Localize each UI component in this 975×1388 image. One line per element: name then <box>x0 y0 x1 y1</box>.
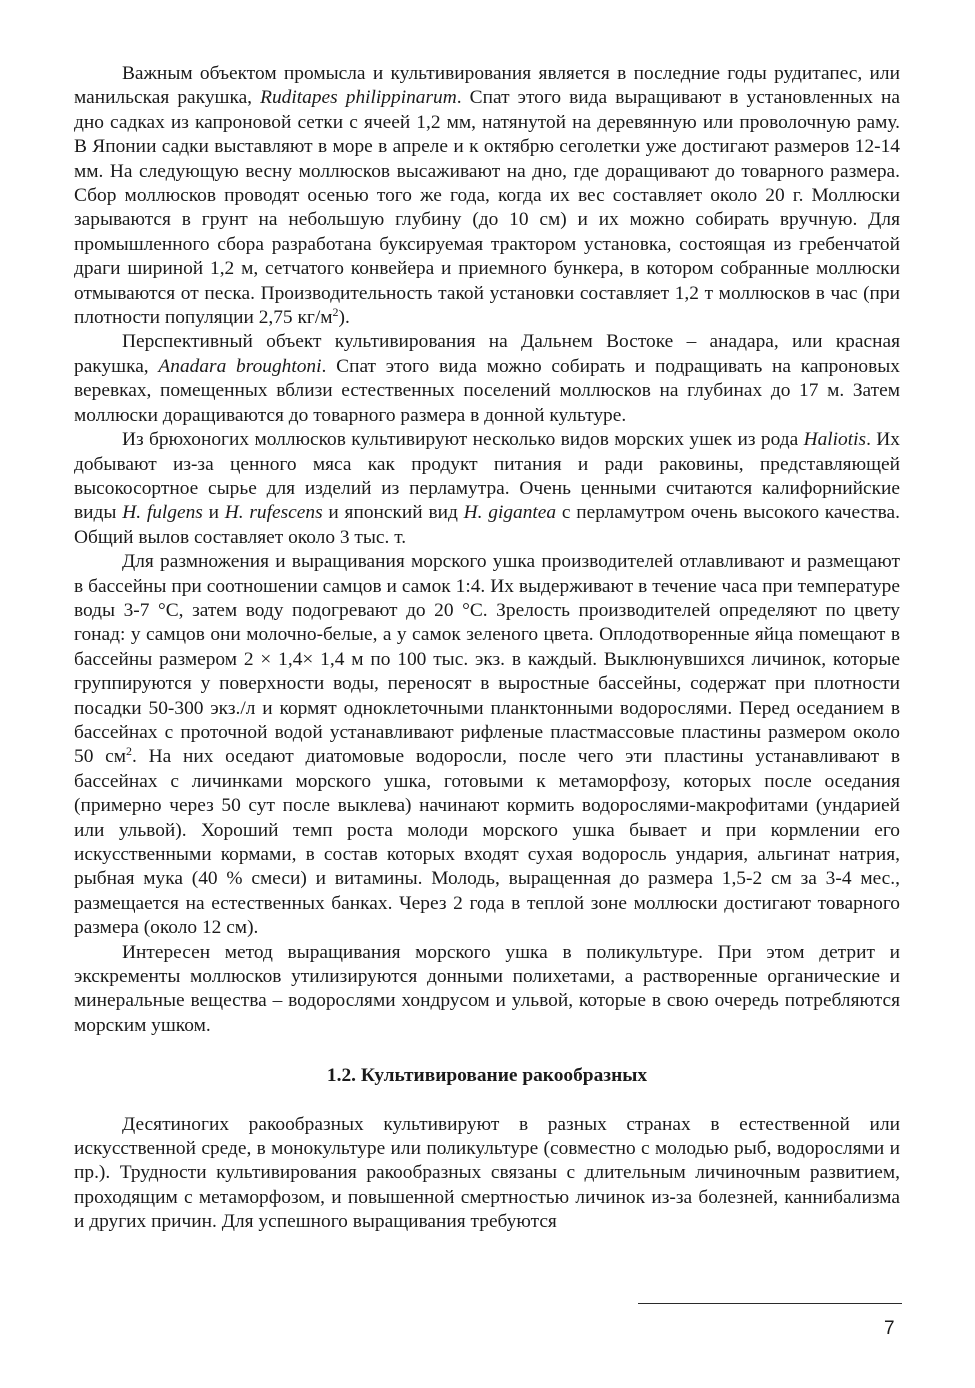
text-run: . Их добывают из-за ценного мяса как продукт питания и ради раковины, представляющей высокосортное сырье для изделий из перламутра. Очень ценными считаются калифорнийские виды <box>74 429 900 524</box>
section-body-text <box>74 1113 900 1235</box>
footer-divider <box>638 1303 902 1304</box>
text-run: . На них оседают диатомовые водоросли, после чего эти пластины устанавливают в бассейнах с личинками морского ушка, готовыми к метаморфозу, которых после оседания (примерно через 50 сут после выклева) начинают кормить водорослями-макрофитами (ундарией или ульвой). Хороший темп роста молоди морского ушка бывает и при кормлении его искусственными кормами, в состав которых входят сухая водоросль ундария, альгинат натрия, рыбная мука (40 % смеси) и витамины. Молодь, выращенная до размера 1,5-2 см за 3-4 мес., размещается на естественных банках. Через 2 года в теплой зоне моллюски достигают товарного размера (около 12 см). <box>74 746 900 939</box>
text-run: ). <box>338 307 350 329</box>
italic-term: H. rufescens <box>224 502 323 524</box>
paragraph <box>74 330 900 428</box>
paragraph <box>74 428 900 550</box>
italic-term: H. gigantea <box>463 502 557 524</box>
text-run: Для размножения и выращивания морского ушка производителей отлавливают и размещают в бассейны при соотношении самцов и самок 1:4. Их выдерживают в течение часа при температуре воды 3-7 °С, затем воду подогревают до 20 °С. Зрелость производителей определяют по цвету гонад: у самцов они молочно-белые, а у самок зеленого цвета. Оплодотворенные яйца помещают в бассейны размером 2 × 1,4× 1,4 м по 100 тыс. экз. в каждый. Выклюнувшихся личинок, которые группируются у поверхности воды, переносят в выростные бассейны, содержат при плотности посадки 50-300 экз./л и кормят одноклеточными планктонными водорослями. Перед оседанием в бассейнах с проточной водой устанавливают рифленые пластмассовые пластины размером около 50 см <box>74 551 900 768</box>
paragraph <box>74 1113 900 1235</box>
body-text <box>74 62 900 1038</box>
text-run: с перламутром очень высокого качества. Общий вылов составляет около 3 тыс. т. <box>74 502 901 548</box>
text-run: . Спат этого вида можно собирать и подращивать на капроновых веревках, помещенных вблизи естественных поселений моллюсков на глубинах до 17 м. Затем моллюски доращиваются до товарного размера в донной культуре. <box>74 355 900 426</box>
italic-term: Anadara broughtoni <box>158 355 322 377</box>
text-run: и <box>202 502 225 524</box>
text-run: . Спат этого вида выращивают в установленных на дно садках из капроновой сетки с ячеей 1,2 мм, натянутой на деревянную или проволочную раму. В Японии садки выставляют в море в апреле и к октябрю сеголетки уже достигают размеров 12-14 мм. На следующую весну моллюсков высаживают на дно, где доращивают до товарного размера. Сбор моллюсков проводят осенью того же года, когда их вес составляет около 20 г. Моллюски зарываются в грунт на небольшую глубину (до 10 см) и их можно собирать вручную. Для промышленного сбора разработана буксируемая трактором установка, состоящая из гребенчатой драги шириной 1,2 м, сетчатого конвейера и приемного бункера, в котором собранные моллюски отмываются от песка. Производительность такой установки составляет 1,2 т моллюсков в час (при плотности популяции 2,75 кг/м <box>74 87 900 329</box>
text-run: Важным объектом промысла и культивирования является в последние годы рудитапес, или манильская ракушка, <box>74 63 900 109</box>
text-run: Интересен метод выращивания морского ушка в поликультуре. При этом детрит и экскременты моллюсков утилизируются донными полихетами, а растворенные органические и минеральные вещества – водорослями хондрусом и ульвой, которые в свою очередь потребляются морским ушком. <box>74 941 900 1036</box>
superscript: 2 <box>332 305 339 320</box>
paragraph <box>74 941 900 1039</box>
paragraph <box>74 62 900 330</box>
document-page <box>74 62 900 1235</box>
text-run: Десятиногих ракообразных культивируют в разных странах в естественной или искусственной среде, в монокультуре или поликультуре (совместно с молодью рыб, водорослями и пр.). Трудности культивирования ракообразных связаны с длительным личиночным развитием, проходящим с метаморфозом, и повышенной смертностью личинок из-за болезней, каннибализма и других причин. Для успешного выращивания требуются <box>74 1113 900 1233</box>
text-run: Из брюхоногих моллюсков культивируют несколько видов морских ушек из рода <box>122 429 804 451</box>
page-number: 7 <box>884 1318 895 1339</box>
text-run: и японский вид <box>322 502 464 524</box>
italic-term: H. fulgens <box>122 502 203 524</box>
section-heading: 1.2. Культивирование ракообразных <box>326 1065 648 1087</box>
italic-term: Ruditapes philippinarum <box>260 87 457 109</box>
paragraph <box>74 550 900 941</box>
italic-term: Haliotis <box>803 429 867 451</box>
text-run: Перспективный объект культивирования на Дальнем Востоке – анадара, или красная ракушка, <box>74 331 900 377</box>
superscript: 2 <box>126 744 133 759</box>
